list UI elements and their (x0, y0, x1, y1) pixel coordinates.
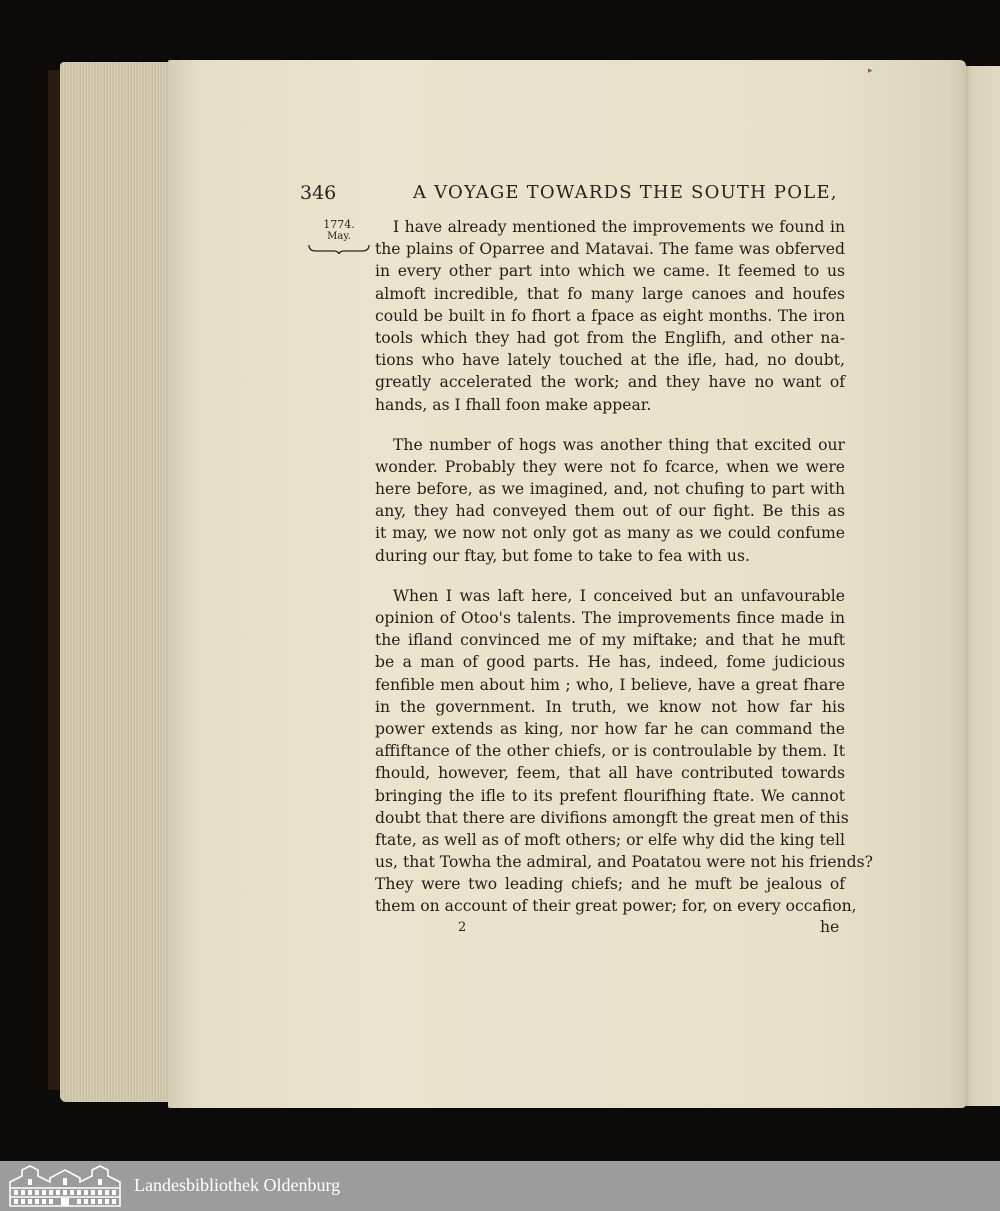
text-line: during our ftay, but fome to take to fea with us. (375, 546, 750, 565)
margin-month: May. (327, 231, 351, 242)
text-line: in every other part into which we came. It feemed to us (375, 262, 845, 281)
text-line: us, that Towha the admiral, and Poatatou were not his friends? (375, 853, 873, 872)
paragraph-1 (375, 216, 845, 416)
text-line: doubt that there are divifions amongft the great men of this (375, 808, 849, 827)
text-line: tools which they had got from the Englifh, and other na- (375, 328, 845, 347)
catchword: he (820, 918, 840, 936)
margin-note (308, 218, 370, 254)
text-line: fhould, however, feem, that all have contributed towards (375, 764, 845, 783)
text-line: The number of hogs was another thing that excited our (393, 435, 845, 454)
text-line: be a man of good parts. He has, indeed, fome judicious (375, 653, 845, 672)
paragraph-3 (375, 585, 873, 918)
text-line: them on account of their great power; for, on every occafion, (375, 897, 857, 916)
body-text (375, 216, 873, 918)
text-line: bringing the ifle to its prefent flourifhing ftate. We cannot (375, 786, 845, 805)
text-line: They were two leading chiefs; and he muft be jealous of (375, 875, 845, 894)
next-page-edge (962, 66, 1000, 1106)
text-line: wonder. Probably they were not fo fcarce, when we were (375, 457, 845, 476)
brace-icon (308, 242, 370, 254)
text-line: affiftance of the other chiefs, or is controulable by them. It (375, 742, 845, 761)
text-line: the plains of Oparree and Matavai. The fame was obferved (375, 240, 845, 259)
text-line: any, they had conveyed them out of our fight. Be this as (375, 502, 845, 521)
text-line: it may, we now not only got as many as we could confume (375, 524, 845, 543)
text-line: I have already mentioned the improvements we found in (393, 218, 845, 236)
running-head: A VOYAGE TOWARDS THE SOUTH POLE, (413, 182, 838, 203)
page-number: 346 (300, 182, 337, 204)
library-name: Landesbibliothek Oldenburg (134, 1175, 341, 1195)
library-footer-bar (0, 1161, 1000, 1211)
text-line: almoft incredible, that fo many large canoes and houfes (375, 284, 845, 303)
library-building-icon (8, 1164, 122, 1208)
text-line: ftate, as well as of moft others; or elfe why did the king tell (375, 830, 845, 849)
text-line: power extends as king, nor how far he can command the (375, 719, 845, 738)
margin-year: 1774. (323, 218, 355, 231)
text-line: hands, as I fhall foon make appear. (375, 395, 652, 414)
text-line: fenfible men about him ; who, I believe, have a great fhare (375, 675, 845, 694)
text-line: tions who have lately touched at the ifle, had, no doubt, (375, 351, 845, 370)
paragraph-2 (375, 434, 845, 567)
text-line: in the government. In truth, we know not how far his (375, 697, 845, 716)
text-line: opinion of Otoo's talents. The improvements fince made in (375, 609, 845, 627)
page-edges (60, 62, 172, 1102)
corner-mark: ▸ (868, 66, 873, 76)
signature-mark: 2 (458, 920, 467, 935)
text-line: greatly accelerated the work; and they have no want of (375, 373, 845, 392)
text-line: When I was laft here, I conceived but an unfavourable (393, 586, 845, 605)
text-line: could be built in fo fhort a fpace as eight months. The iron (375, 306, 845, 325)
text-line: here before, as we imagined, and, not chufing to part with (375, 480, 845, 499)
text-line: the ifland convinced me of my miftake; and that he muft (375, 631, 845, 650)
